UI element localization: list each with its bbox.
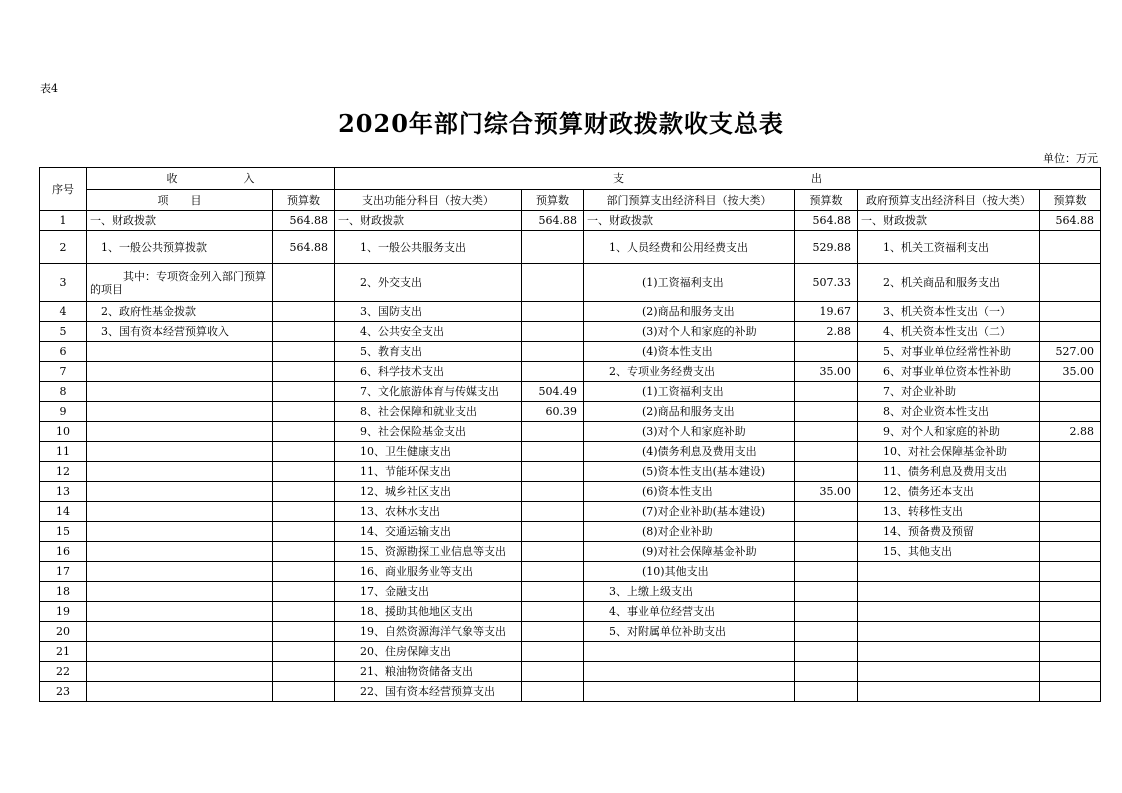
table-row [40, 562, 1101, 582]
row-seq: 15 [40, 522, 87, 542]
income-item [87, 662, 273, 682]
gov-econ-item [858, 582, 1040, 602]
func-class-item: 10、卫生健康支出 [335, 442, 522, 462]
income-budget [273, 642, 335, 662]
dept-econ-budget [795, 622, 858, 642]
income-item: 其中：专项资金列入部门预算的项目 [87, 264, 273, 302]
func-class-item: 4、公共安全支出 [335, 322, 522, 342]
income-budget [273, 682, 335, 702]
header-func-budget: 预算数 [522, 190, 584, 211]
gov-econ-budget [1040, 264, 1101, 302]
func-class-item: 14、交通运输支出 [335, 522, 522, 542]
table-row [40, 422, 1101, 442]
table-row [40, 522, 1101, 542]
dept-econ-item: 5、对附属单位补助支出 [584, 622, 795, 642]
row-seq: 8 [40, 382, 87, 402]
budget-table [39, 167, 1101, 702]
gov-econ-item: 14、预备费及预留 [858, 522, 1040, 542]
table-row [40, 502, 1101, 522]
gov-econ-budget [1040, 322, 1101, 342]
row-seq: 21 [40, 642, 87, 662]
row-seq: 4 [40, 302, 87, 322]
gov-econ-item: 4、机关资本性支出（二） [858, 322, 1040, 342]
dept-econ-item: (6)资本性支出 [584, 482, 795, 502]
income-budget [273, 502, 335, 522]
income-budget [273, 562, 335, 582]
func-class-budget [522, 482, 584, 502]
dept-econ-item: 一、财政拨款 [584, 211, 795, 231]
income-item: 2、政府性基金拨款 [87, 302, 273, 322]
gov-econ-item: 3、机关资本性支出（一） [858, 302, 1040, 322]
dept-econ-item: 3、上缴上级支出 [584, 582, 795, 602]
income-item [87, 562, 273, 582]
func-class-budget: 60.39 [522, 402, 584, 422]
dept-econ-item [584, 662, 795, 682]
table-row [40, 402, 1101, 422]
row-seq: 16 [40, 542, 87, 562]
table-row [40, 662, 1101, 682]
gov-econ-item: 1、机关工资福利支出 [858, 231, 1040, 264]
dept-econ-budget [795, 342, 858, 362]
income-budget [273, 462, 335, 482]
income-item [87, 502, 273, 522]
func-class-item: 7、文化旅游体育与传媒支出 [335, 382, 522, 402]
table-row [40, 382, 1101, 402]
income-item [87, 422, 273, 442]
gov-econ-item: 15、其他支出 [858, 542, 1040, 562]
dept-econ-item: (3)对个人和家庭的补助 [584, 322, 795, 342]
table-row [40, 682, 1101, 702]
income-budget: 564.88 [273, 231, 335, 264]
income-item [87, 482, 273, 502]
income-budget [273, 582, 335, 602]
dept-econ-budget [795, 682, 858, 702]
func-class-item: 21、粮油物资储备支出 [335, 662, 522, 682]
gov-econ-budget: 527.00 [1040, 342, 1101, 362]
income-item [87, 362, 273, 382]
func-class-budget: 564.88 [522, 211, 584, 231]
gov-econ-item: 10、对社会保障基金补助 [858, 442, 1040, 462]
dept-econ-budget [795, 602, 858, 622]
dept-econ-budget: 529.88 [795, 231, 858, 264]
income-budget [273, 382, 335, 402]
func-class-item: 3、国防支出 [335, 302, 522, 322]
dept-econ-budget [795, 662, 858, 682]
row-seq: 5 [40, 322, 87, 342]
income-budget [273, 342, 335, 362]
func-class-item: 15、资源勘探工业信息等支出 [335, 542, 522, 562]
dept-econ-item: 4、事业单位经营支出 [584, 602, 795, 622]
gov-econ-budget [1040, 502, 1101, 522]
table-row [40, 582, 1101, 602]
dept-econ-budget [795, 522, 858, 542]
row-seq: 12 [40, 462, 87, 482]
header-row-top [40, 168, 1101, 190]
row-seq: 22 [40, 662, 87, 682]
row-seq: 3 [40, 264, 87, 302]
gov-econ-budget [1040, 402, 1101, 422]
row-seq: 6 [40, 342, 87, 362]
income-item [87, 682, 273, 702]
gov-econ-budget [1040, 562, 1101, 582]
gov-econ-budget [1040, 662, 1101, 682]
dept-econ-budget [795, 582, 858, 602]
func-class-budget [522, 502, 584, 522]
dept-econ-item: (5)资本性支出(基本建设) [584, 462, 795, 482]
func-class-item: 2、外交支出 [335, 264, 522, 302]
gov-econ-budget [1040, 382, 1101, 402]
gov-econ-budget [1040, 482, 1101, 502]
row-seq: 10 [40, 422, 87, 442]
unit-label: 单位：万元 [1043, 152, 1098, 165]
table-row [40, 642, 1101, 662]
dept-econ-budget: 35.00 [795, 482, 858, 502]
table-number-label: 表4 [40, 82, 58, 95]
gov-econ-budget: 2.88 [1040, 422, 1101, 442]
gov-econ-budget [1040, 642, 1101, 662]
dept-econ-budget: 35.00 [795, 362, 858, 382]
func-class-item: 5、教育支出 [335, 342, 522, 362]
income-budget [273, 362, 335, 382]
gov-econ-item: 一、财政拨款 [858, 211, 1040, 231]
dept-econ-budget: 19.67 [795, 302, 858, 322]
func-class-budget [522, 422, 584, 442]
table-row [40, 322, 1101, 342]
table-row [40, 211, 1101, 231]
func-class-budget [522, 442, 584, 462]
func-class-item: 12、城乡社区支出 [335, 482, 522, 502]
dept-econ-item: (2)商品和服务支出 [584, 402, 795, 422]
func-class-budget [522, 542, 584, 562]
row-seq: 13 [40, 482, 87, 502]
dept-econ-budget: 564.88 [795, 211, 858, 231]
func-class-budget [522, 622, 584, 642]
gov-econ-budget [1040, 622, 1101, 642]
func-class-item: 8、社会保障和就业支出 [335, 402, 522, 422]
func-class-item: 16、商业服务业等支出 [335, 562, 522, 582]
gov-econ-item [858, 662, 1040, 682]
income-budget [273, 522, 335, 542]
income-item [87, 402, 273, 422]
dept-econ-item: (4)债务利息及费用支出 [584, 442, 795, 462]
func-class-budget [522, 362, 584, 382]
gov-econ-item: 13、转移性支出 [858, 502, 1040, 522]
header-row-sub [40, 190, 1101, 211]
func-class-budget [522, 562, 584, 582]
func-class-budget [522, 322, 584, 342]
gov-econ-item: 9、对个人和家庭的补助 [858, 422, 1040, 442]
row-seq: 20 [40, 622, 87, 642]
page-title: 2020年部门综合预算财政拨款收支总表 [338, 109, 784, 138]
income-item [87, 622, 273, 642]
income-budget [273, 622, 335, 642]
gov-econ-budget [1040, 302, 1101, 322]
func-class-item: 17、金融支出 [335, 582, 522, 602]
income-budget [273, 322, 335, 342]
header-income-budget: 预算数 [273, 190, 335, 211]
func-class-item: 18、援助其他地区支出 [335, 602, 522, 622]
gov-econ-budget: 35.00 [1040, 362, 1101, 382]
dept-econ-budget: 507.33 [795, 264, 858, 302]
income-budget [273, 402, 335, 422]
table-row [40, 602, 1101, 622]
row-seq: 1 [40, 211, 87, 231]
income-budget [273, 302, 335, 322]
func-class-budget [522, 264, 584, 302]
dept-econ-item: (8)对企业补助 [584, 522, 795, 542]
dept-econ-budget [795, 402, 858, 422]
row-seq: 14 [40, 502, 87, 522]
gov-econ-budget: 564.88 [1040, 211, 1101, 231]
gov-econ-item [858, 682, 1040, 702]
func-class-item: 19、自然资源海洋气象等支出 [335, 622, 522, 642]
dept-econ-budget [795, 382, 858, 402]
income-item [87, 542, 273, 562]
dept-econ-budget [795, 642, 858, 662]
row-seq: 7 [40, 362, 87, 382]
func-class-budget [522, 522, 584, 542]
table-body [40, 211, 1101, 702]
gov-econ-item: 12、债务还本支出 [858, 482, 1040, 502]
income-budget [273, 422, 335, 442]
income-item [87, 642, 273, 662]
dept-econ-budget [795, 462, 858, 482]
gov-econ-item [858, 622, 1040, 642]
func-class-budget [522, 582, 584, 602]
func-class-budget [522, 662, 584, 682]
gov-econ-budget [1040, 442, 1101, 462]
table-row [40, 462, 1101, 482]
func-class-budget [522, 231, 584, 264]
func-class-item: 6、科学技术支出 [335, 362, 522, 382]
income-item: 1、一般公共预算拨款 [87, 231, 273, 264]
table-row [40, 302, 1101, 322]
func-class-item: 22、国有资本经营预算支出 [335, 682, 522, 702]
gov-econ-item: 7、对企业补助 [858, 382, 1040, 402]
func-class-budget [522, 342, 584, 362]
gov-econ-budget [1040, 582, 1101, 602]
dept-econ-item: (10)其他支出 [584, 562, 795, 582]
table-row [40, 482, 1101, 502]
func-class-item: 11、节能环保支出 [335, 462, 522, 482]
header-expense: 支 出 [335, 168, 1101, 190]
func-class-item: 20、住房保障支出 [335, 642, 522, 662]
func-class-budget [522, 642, 584, 662]
gov-econ-item: 6、对事业单位资本性补助 [858, 362, 1040, 382]
income-budget [273, 442, 335, 462]
gov-econ-budget [1040, 602, 1101, 622]
gov-econ-item [858, 602, 1040, 622]
income-item [87, 582, 273, 602]
gov-econ-item [858, 562, 1040, 582]
func-class-budget [522, 302, 584, 322]
gov-econ-item [858, 642, 1040, 662]
dept-econ-item: (3)对个人和家庭补助 [584, 422, 795, 442]
gov-econ-item: 2、机关商品和服务支出 [858, 264, 1040, 302]
header-income: 收 入 [87, 168, 335, 190]
dept-econ-item [584, 682, 795, 702]
income-item [87, 382, 273, 402]
func-class-budget [522, 602, 584, 622]
header-dept-econ: 部门预算支出经济科目（按大类） [584, 190, 795, 211]
table-row [40, 231, 1101, 264]
header-gov-econ: 政府预算支出经济科目（按大类） [858, 190, 1040, 211]
income-item [87, 342, 273, 362]
row-seq: 23 [40, 682, 87, 702]
header-seq: 序号 [40, 168, 87, 211]
dept-econ-item: 2、专项业务经费支出 [584, 362, 795, 382]
header-dept-budget: 预算数 [795, 190, 858, 211]
func-class-budget [522, 682, 584, 702]
table-row [40, 342, 1101, 362]
gov-econ-item: 11、债务利息及费用支出 [858, 462, 1040, 482]
func-class-budget [522, 462, 584, 482]
gov-econ-budget [1040, 462, 1101, 482]
row-seq: 19 [40, 602, 87, 622]
header-func-class: 支出功能分科目（按大类） [335, 190, 522, 211]
func-class-item: 一、财政拨款 [335, 211, 522, 231]
dept-econ-budget [795, 562, 858, 582]
dept-econ-item: 1、人员经费和公用经费支出 [584, 231, 795, 264]
dept-econ-item: (7)对企业补助(基本建设) [584, 502, 795, 522]
gov-econ-budget [1040, 542, 1101, 562]
func-class-item: 1、一般公共服务支出 [335, 231, 522, 264]
income-item [87, 462, 273, 482]
income-budget: 564.88 [273, 211, 335, 231]
income-budget [273, 482, 335, 502]
row-seq: 9 [40, 402, 87, 422]
income-item: 3、国有资本经营预算收入 [87, 322, 273, 342]
income-item [87, 602, 273, 622]
gov-econ-item: 5、对事业单位经常性补助 [858, 342, 1040, 362]
func-class-item: 13、农林水支出 [335, 502, 522, 522]
dept-econ-budget [795, 442, 858, 462]
dept-econ-item: (2)商品和服务支出 [584, 302, 795, 322]
header-item: 项 目 [87, 190, 273, 211]
dept-econ-item: (4)资本性支出 [584, 342, 795, 362]
income-budget [273, 662, 335, 682]
dept-econ-budget [795, 422, 858, 442]
row-seq: 17 [40, 562, 87, 582]
gov-econ-item: 8、对企业资本性支出 [858, 402, 1040, 422]
dept-econ-budget [795, 542, 858, 562]
dept-econ-budget: 2.88 [795, 322, 858, 342]
row-seq: 2 [40, 231, 87, 264]
table-row [40, 264, 1101, 302]
func-class-budget: 504.49 [522, 382, 584, 402]
row-seq: 11 [40, 442, 87, 462]
dept-econ-item: (1)工资福利支出 [584, 382, 795, 402]
income-budget [273, 264, 335, 302]
income-budget [273, 602, 335, 622]
header-gov-budget: 预算数 [1040, 190, 1101, 211]
func-class-item: 9、社会保险基金支出 [335, 422, 522, 442]
dept-econ-item: (9)对社会保障基金补助 [584, 542, 795, 562]
gov-econ-budget [1040, 682, 1101, 702]
table-row [40, 362, 1101, 382]
dept-econ-item: (1)工资福利支出 [584, 264, 795, 302]
dept-econ-budget [795, 502, 858, 522]
income-budget [273, 542, 335, 562]
dept-econ-item [584, 642, 795, 662]
income-item: 一、财政拨款 [87, 211, 273, 231]
income-item [87, 522, 273, 542]
gov-econ-budget [1040, 522, 1101, 542]
table-row [40, 542, 1101, 562]
income-item [87, 442, 273, 462]
table-row [40, 622, 1101, 642]
row-seq: 18 [40, 582, 87, 602]
gov-econ-budget [1040, 231, 1101, 264]
table-row [40, 442, 1101, 462]
